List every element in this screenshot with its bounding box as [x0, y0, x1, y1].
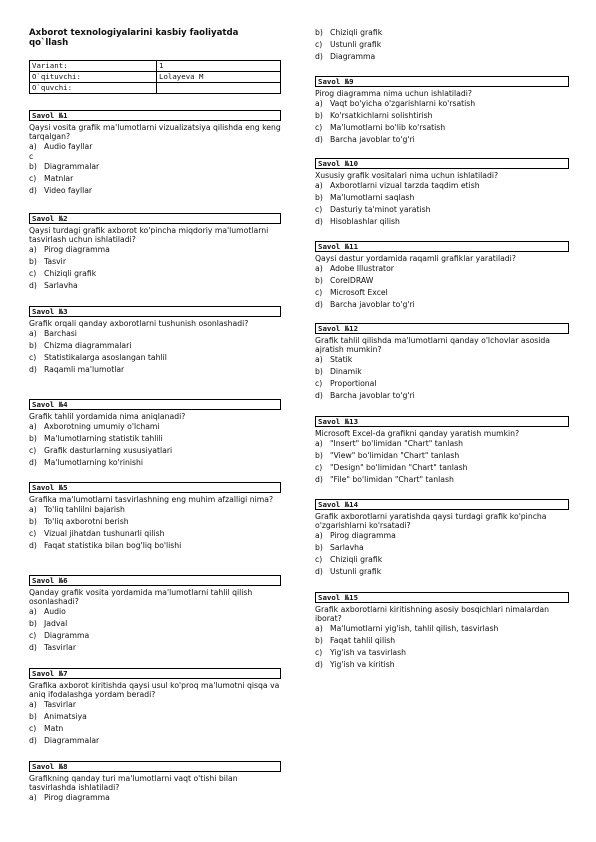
- question-15: [315, 592, 569, 671]
- option-d[interactable]: d ) Raqamli ma'lumotlar: [29, 364, 281, 376]
- option-d[interactable]: d ) Yig'ish va kiritish: [315, 659, 569, 671]
- option-b[interactable]: b ) CorelDRAW: [315, 275, 569, 287]
- question-header: Savol №14: [315, 499, 569, 510]
- question-text: Pirog diagramma nima uchun ishlatiladi?: [315, 89, 472, 98]
- question-14: [315, 499, 569, 578]
- option-c[interactable]: c ) Matn: [29, 723, 281, 735]
- document-title: Axborot texnologiyalarini kasbiy faoliyatda qo`llash: [29, 28, 239, 48]
- teacher-value: Lolayeva M: [157, 72, 281, 83]
- question-text: Grafik orqali qanday axborotlarni tushunish osonlashadi?: [29, 319, 249, 328]
- option-d[interactable]: d ) Barcha javoblar to'g'ri: [315, 390, 569, 402]
- option-b[interactable]: b ) Tasvir: [29, 256, 281, 268]
- question-header: Savol №15: [315, 592, 569, 603]
- option-a[interactable]: a ) Pirog diagramma: [29, 244, 281, 256]
- option-c[interactable]: c ) Ma'lumotlarni bo'lib ko'rsatish: [315, 122, 569, 134]
- question-header: Savol №2: [29, 213, 281, 224]
- question-header: Savol №4: [29, 399, 281, 410]
- option-c[interactable]: c ) Grafik dasturlarning xususiyatlari: [29, 445, 281, 457]
- option-d[interactable]: d ) Sarlavha: [29, 280, 281, 292]
- option-b[interactable]: b ) Faqat tahlil qilish: [315, 635, 569, 647]
- question-3: [29, 306, 281, 376]
- question-5: [29, 482, 281, 552]
- option-c[interactable]: c ) Proportional: [315, 378, 569, 390]
- option-d[interactable]: d ) Hisoblashlar qilish: [315, 216, 569, 228]
- option-d[interactable]: d ) Ma'lumotlarning ko'rinishi: [29, 457, 281, 469]
- option-a[interactable]: a ) Audio: [29, 606, 281, 618]
- option-a[interactable]: a ) Adobe Illustrator: [315, 263, 569, 275]
- option-a[interactable]: a ) Vaqt bo'yicha o'zgarishlarni ko'rsatish: [315, 98, 569, 110]
- question-header: Savol №1: [29, 110, 281, 121]
- option-c[interactable]: c ) Yig'ish va tasvirlash: [315, 647, 569, 659]
- option-c[interactable]: c ) Microsoft Excel: [315, 287, 569, 299]
- question-text: Grafikning qanday turi ma'lumotlarni vaqt o'tishi bilan tasvirlashda ishlatiladi?: [29, 774, 238, 792]
- question-text: Grafik tahlil qilishda ma'lumotlarni qanday o'lchovlar asosida ajratish mumkin?: [315, 336, 551, 354]
- option-b[interactable]: b ) Sarlavha: [315, 542, 569, 554]
- question-text: Grafik tahlil yordamida nima aniqlanadi?: [29, 412, 186, 421]
- question-header: Savol №3: [29, 306, 281, 317]
- question-11: [315, 241, 569, 311]
- info-table: [29, 60, 281, 94]
- option-c[interactable]: c ) Dasturiy ta'minot yaratish: [315, 204, 569, 216]
- option-c[interactable]: c ) Chiziqli grafik: [29, 268, 281, 280]
- question-7: [29, 668, 281, 747]
- option-c[interactable]: c ) Matnlar: [29, 173, 281, 185]
- option-b[interactable]: b ) "View" bo'limidan "Chart" tanlash: [315, 450, 569, 462]
- student-row: [30, 83, 281, 94]
- option-a[interactable]: a ) Tasvirlar: [29, 699, 281, 711]
- question-1: [29, 110, 281, 197]
- option-a[interactable]: a ) Barchasi: [29, 328, 281, 340]
- question-text: Grafik axborotlarni yaratishda qaysi turdagi grafik ko'pincha o'zgarishlarni ko'rsatadi?: [315, 512, 547, 530]
- option-b[interactable]: b ) Ma'lumotlarning statistik tahlili: [29, 433, 281, 445]
- question-header: Savol №8: [29, 761, 281, 772]
- option-d[interactable]: d ) Diagrammalar: [29, 735, 281, 747]
- option-d[interactable]: d ) Barcha javoblar to'g'ri: [315, 299, 569, 311]
- option-a[interactable]: a ) Audio fayllar: [29, 141, 281, 153]
- question-header: Savol №7: [29, 668, 281, 679]
- option-c[interactable]: c ) Chiziqli grafik: [315, 554, 569, 566]
- question-header: Savol №12: [315, 323, 569, 334]
- question-header: Savol №6: [29, 575, 281, 586]
- teacher-label: O`qituvchi:: [30, 72, 157, 83]
- variant-label: Variant:: [30, 61, 157, 72]
- question-13: [315, 416, 569, 486]
- option-c[interactable]: c ) "Design" bo'limidan "Chart" tanlash: [315, 462, 569, 474]
- question-8: [29, 761, 281, 804]
- variant-row: [30, 61, 281, 72]
- option-b[interactable]: b ) Chiziqli grafik: [315, 27, 569, 39]
- variant-value: 1: [157, 61, 281, 72]
- question-text: Qanday grafik vosita yordamida ma'lumotlarni tahlil qilish osonlashadi?: [29, 588, 253, 606]
- student-value[interactable]: [157, 83, 281, 94]
- question-text: Qaysi vosita grafik ma'lumotlarni vizualizatsiya qilishda eng keng tarqalgan?: [29, 123, 281, 141]
- question-text: Grafik axborotlarni kiritishning asosiy bosqichlari nimalardan iborat?: [315, 605, 549, 623]
- question-text: Qaysi turdagi grafik axborot ko'pincha miqdoriy ma'lumotlarni tasvirlash uchun ishlatiladi?: [29, 226, 269, 244]
- option-c[interactable]: c ) Vizual jihatdan tushunarli qilish: [29, 528, 281, 540]
- question-4: [29, 399, 281, 469]
- option-c[interactable]: c ) Ustunli grafik: [315, 39, 569, 51]
- option-a[interactable]: a ) Pirog diagramma: [29, 792, 281, 804]
- option-c[interactable]: c ) Statistikalarga asoslangan tahlil: [29, 352, 281, 364]
- option-b[interactable]: b ) Dinamik: [315, 366, 569, 378]
- question-header: Savol №10: [315, 158, 569, 169]
- question-text: Grafika ma'lumotlarni tasvirlashning eng muhim afzalligi nima?: [29, 495, 274, 504]
- question-9: [315, 76, 569, 146]
- option-d[interactable]: d ) Barcha javoblar to'g'ri: [315, 134, 569, 146]
- question-12: [315, 323, 569, 402]
- question-header: Savol №9: [315, 76, 569, 87]
- option-b[interactable]: b ) Animatsiya: [29, 711, 281, 723]
- option-a[interactable]: a ) "Insert" bo'limidan "Chart" tanlash: [315, 438, 569, 450]
- question-text: Microsoft Excel-da grafikni qanday yaratish mumkin?: [315, 429, 520, 438]
- question-text: Grafika axborot kiritishda qaysi usul ko'proq ma'lumotni qisqa va aniq ifodalashga yordam beradi?: [29, 681, 280, 699]
- question-10: [315, 158, 569, 228]
- option-a[interactable]: a ) Pirog diagramma: [315, 530, 569, 542]
- student-label: O`quvchi:: [30, 83, 157, 94]
- option-c[interactable]: c ) Diagramma: [29, 630, 281, 642]
- option-d[interactable]: d ) Faqat statistika bilan bog'liq bo'lishi: [29, 540, 281, 552]
- option-a[interactable]: a ) To'liq tahlilni bajarish: [29, 504, 281, 516]
- stray-mark: c: [29, 152, 34, 161]
- option-d[interactable]: d ) "File" bo'limidan "Chart" tanlash: [315, 474, 569, 486]
- option-b[interactable]: b ) Jadval: [29, 618, 281, 630]
- option-d[interactable]: d ) Tasvirlar: [29, 642, 281, 654]
- question-2: [29, 213, 281, 292]
- option-a[interactable]: a ) Axborotlarni vizual tarzda taqdim etish: [315, 180, 569, 192]
- question-header: Savol №5: [29, 482, 281, 493]
- option-d[interactable]: d ) Diagramma: [315, 51, 569, 63]
- question-8-continued: [315, 27, 569, 63]
- question-text: Xususiy grafik vositalari nima uchun ishlatiladi?: [315, 171, 499, 180]
- teacher-row: [30, 72, 281, 83]
- option-b[interactable]: b ) Ma'lumotlarni saqlash: [315, 192, 569, 204]
- question-header: Savol №11: [315, 241, 569, 252]
- option-b[interactable]: b ) Ko'rsatkichlarni solishtirish: [315, 110, 569, 122]
- option-d[interactable]: d ) Ustunli grafik: [315, 566, 569, 578]
- option-a[interactable]: a ) Axborotning umumiy o'lchami: [29, 421, 281, 433]
- option-b[interactable]: b ) Chizma diagrammalari: [29, 340, 281, 352]
- option-a[interactable]: a ) Statik: [315, 354, 569, 366]
- question-header: Savol №13: [315, 416, 569, 427]
- question-text: Qaysi dastur yordamida raqamli grafiklar yaratiladi?: [315, 254, 516, 263]
- question-6: [29, 575, 281, 654]
- option-a[interactable]: a ) Ma'lumotlarni yig'ish, tahlil qilish, tasvirlash: [315, 623, 569, 635]
- option-b[interactable]: b ) To'liq axborotni berish: [29, 516, 281, 528]
- option-d[interactable]: d ) Video fayllar: [29, 185, 281, 197]
- option-b[interactable]: b ) Diagrammalar: [29, 161, 281, 173]
